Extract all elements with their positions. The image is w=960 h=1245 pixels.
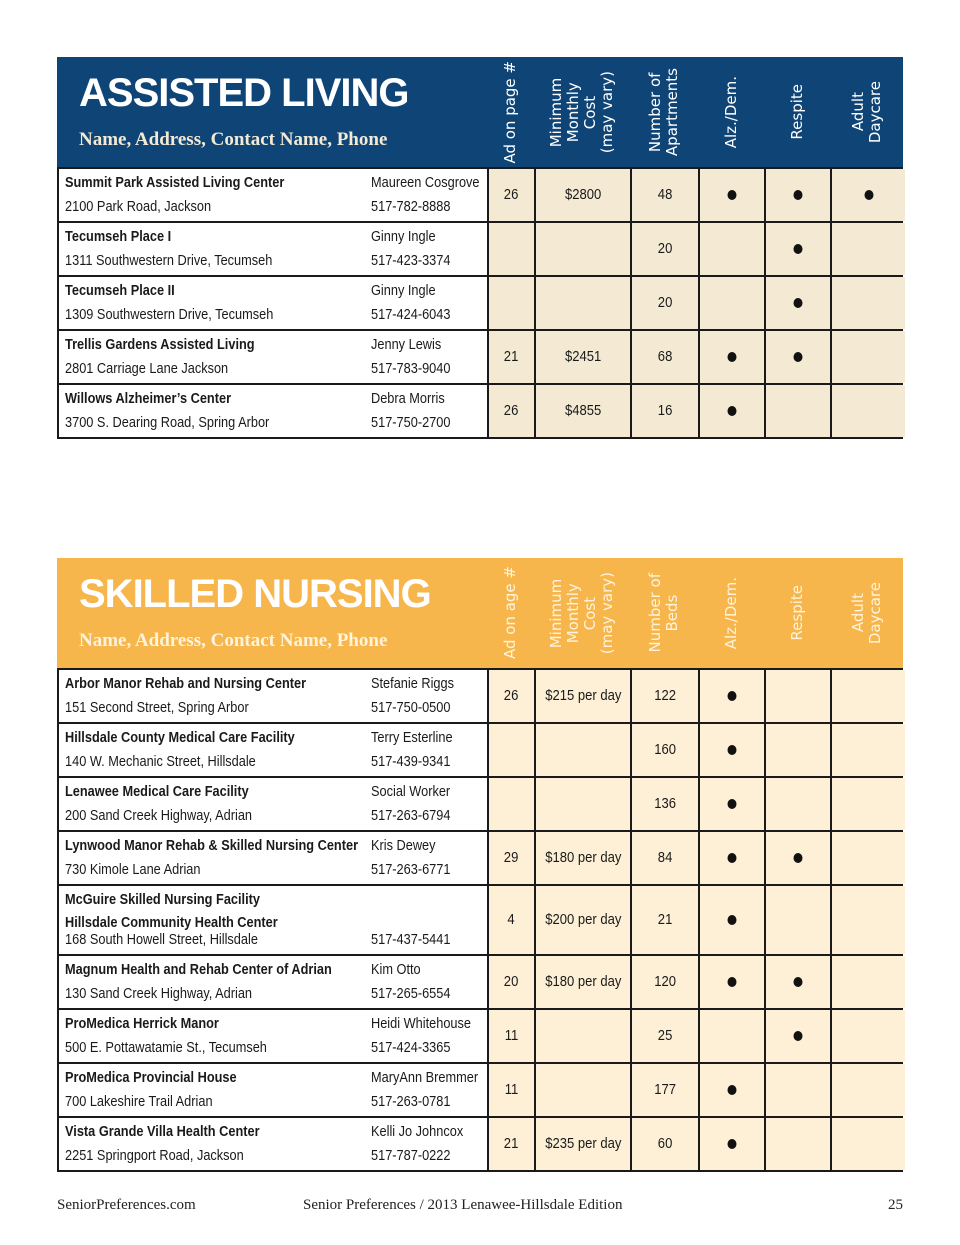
cell-count — [632, 385, 700, 437]
contact-phone: 517-263-6771 — [371, 862, 451, 878]
cell-value: $2800 — [564, 187, 602, 203]
cell-ad-page — [489, 1010, 536, 1062]
column-header-label: Number of Apartments — [646, 67, 681, 157]
cell-value: $235 per day — [544, 1136, 622, 1152]
facility-cell — [59, 724, 489, 776]
cell-value: 20 — [657, 241, 673, 257]
table-row — [59, 1062, 901, 1116]
cell-ad-page — [489, 832, 536, 884]
facility-cell — [59, 1064, 489, 1116]
cell-monthly-cost — [536, 1010, 632, 1062]
facility-name: Summit Park Assisted Living Center — [65, 175, 285, 191]
bullet-dot-icon — [864, 190, 873, 200]
facility-name: ProMedica Herrick Manor — [65, 1016, 219, 1032]
table-row — [59, 383, 901, 437]
cell-value: $2451 — [564, 349, 602, 365]
table-row — [59, 1116, 901, 1170]
facility-address: 2100 Park Road, Jackson — [65, 199, 212, 215]
assisted-living-header — [57, 57, 903, 167]
skilled-nursing-title-block — [57, 558, 487, 668]
cell-ad-page — [489, 670, 536, 722]
cell-alz-dem — [700, 724, 766, 776]
contact-phone: 517-423-3374 — [371, 253, 451, 269]
cell-adult-daycare — [832, 1010, 905, 1062]
cell-respite — [766, 169, 832, 221]
cell-ad-page — [489, 277, 536, 329]
contact-phone: 517-263-0781 — [371, 1094, 451, 1110]
cell-adult-daycare — [832, 886, 905, 954]
table-row — [59, 167, 901, 221]
cell-value: 160 — [654, 742, 676, 758]
cell-adult-daycare — [832, 331, 905, 383]
facility-address: 2801 Carriage Lane Jackson — [65, 361, 229, 377]
cell-value: 21 — [504, 1136, 519, 1152]
cell-alz-dem — [700, 223, 766, 275]
column-header-count — [630, 558, 698, 668]
cell-respite — [766, 385, 832, 437]
cell-monthly-cost — [536, 670, 632, 722]
facility-cell — [59, 331, 489, 383]
facility-cell — [59, 169, 489, 221]
column-header-monthly-cost — [534, 57, 630, 167]
cell-count — [632, 169, 700, 221]
cell-adult-daycare — [832, 724, 905, 776]
facility-cell — [59, 277, 489, 329]
bullet-dot-icon — [794, 244, 803, 254]
cell-value: 48 — [657, 187, 673, 203]
cell-adult-daycare — [832, 385, 905, 437]
cell-alz-dem — [700, 169, 766, 221]
cell-value: $180 per day — [544, 850, 622, 866]
contact-name: Debra Morris — [371, 391, 445, 407]
cell-value: 21 — [657, 912, 673, 928]
table-row — [59, 954, 901, 1008]
column-header-label: Adult Daycare — [848, 80, 884, 144]
cell-monthly-cost — [536, 277, 632, 329]
bullet-dot-icon — [728, 799, 737, 809]
bullet-dot-icon — [794, 352, 803, 362]
facility-name: Magnum Health and Rehab Center of Adrian — [65, 962, 332, 978]
cell-respite — [766, 886, 832, 954]
bullet-dot-icon — [794, 853, 803, 863]
bullet-dot-icon — [728, 1139, 737, 1149]
cell-respite — [766, 832, 832, 884]
cell-ad-page — [489, 724, 536, 776]
facility-address: 200 Sand Creek Highway, Adrian — [65, 808, 253, 824]
cell-value: 11 — [504, 1028, 519, 1044]
cell-count — [632, 956, 700, 1008]
contact-phone: 517-439-9341 — [371, 754, 451, 770]
skilled-nursing-title: SKILLED NURSING — [79, 572, 431, 616]
cell-value: $4855 — [564, 403, 602, 419]
cell-value: 25 — [657, 1028, 673, 1044]
cell-value: 136 — [654, 796, 676, 812]
column-header-label: Minimum Monthly Cost (may vary) — [547, 70, 616, 154]
cell-monthly-cost — [536, 223, 632, 275]
cell-value: 177 — [654, 1082, 676, 1098]
bullet-dot-icon — [794, 298, 803, 308]
bullet-dot-icon — [728, 406, 737, 416]
contact-phone: 517-783-9040 — [371, 361, 451, 377]
facility-address: 168 South Howell Street, Hillsdale — [65, 932, 258, 948]
cell-alz-dem — [700, 385, 766, 437]
facility-address: 730 Kimole Lane Adrian — [65, 862, 201, 878]
facility-cell — [59, 385, 489, 437]
cell-respite — [766, 1064, 832, 1116]
contact-name: MaryAnn Bremmer — [371, 1070, 479, 1086]
cell-value: 122 — [654, 688, 676, 704]
facility-name: Willows Alzheimer’s Center — [65, 391, 232, 407]
cell-value: 120 — [654, 974, 676, 990]
column-header-alz-dem — [698, 57, 764, 167]
cell-value: 11 — [504, 1082, 519, 1098]
cell-count — [632, 832, 700, 884]
bullet-dot-icon — [794, 190, 803, 200]
contact-phone: 517-263-6794 — [371, 808, 451, 824]
column-header-label: Respite — [787, 84, 806, 140]
column-header-adult-daycare — [830, 57, 903, 167]
contact-name: Kris Dewey — [371, 838, 436, 854]
facility-cell — [59, 886, 489, 954]
column-header-label: Ad on page # — [501, 60, 519, 164]
contact-phone: 517-424-3365 — [371, 1040, 451, 1056]
column-header-label: Number of Beds — [646, 573, 681, 653]
cell-alz-dem — [700, 1010, 766, 1062]
bullet-dot-icon — [728, 853, 737, 863]
cell-value: 20 — [657, 295, 673, 311]
column-header-label: Alz./Dem. — [721, 576, 740, 650]
facility-cell — [59, 223, 489, 275]
cell-count — [632, 223, 700, 275]
contact-name: Social Worker — [371, 784, 451, 800]
cell-alz-dem — [700, 1064, 766, 1116]
table-row — [59, 776, 901, 830]
facility-name: Arbor Manor Rehab and Nursing Center — [65, 676, 307, 692]
facility-address: 1309 Southwestern Drive, Tecumseh — [65, 307, 274, 323]
contact-name: Ginny Ingle — [371, 283, 436, 299]
contact-name: Kim Otto — [371, 962, 421, 978]
column-header-alz-dem — [698, 558, 764, 668]
cell-value: 20 — [504, 974, 519, 990]
facility-name: Tecumseh Place II — [65, 283, 175, 299]
facility-address: 700 Lakeshire Trail Adrian — [65, 1094, 213, 1110]
column-header-monthly-cost — [534, 558, 630, 668]
facility-address: 130 Sand Creek Highway, Adrian — [65, 986, 253, 1002]
facility-name: Lynwood Manor Rehab & Skilled Nursing Center — [65, 838, 359, 854]
column-header-ad-page — [487, 558, 534, 668]
assisted-living-title-block — [57, 57, 487, 167]
cell-value: 26 — [504, 187, 519, 203]
cell-adult-daycare — [832, 670, 905, 722]
contact-name: Stefanie Riggs — [371, 676, 454, 692]
cell-value: 4 — [507, 912, 516, 928]
column-header-count — [630, 57, 698, 167]
cell-value: 26 — [504, 688, 519, 704]
cell-ad-page — [489, 778, 536, 830]
table-row — [59, 1008, 901, 1062]
cell-count — [632, 331, 700, 383]
bullet-dot-icon — [728, 915, 737, 925]
table-row — [59, 329, 901, 383]
contact-phone: 517-265-6554 — [371, 986, 451, 1002]
bullet-dot-icon — [794, 977, 803, 987]
cell-value: $215 per day — [544, 688, 622, 704]
cell-alz-dem — [700, 277, 766, 329]
cell-monthly-cost — [536, 1118, 632, 1170]
column-header-label: Ad on age # — [501, 566, 519, 660]
facility-name: McGuire Skilled Nursing Facility — [65, 892, 261, 908]
skilled-nursing-header — [57, 558, 903, 668]
facility-name: Lenawee Medical Care Facility — [65, 784, 249, 800]
contact-name: Terry Esterline — [371, 730, 453, 746]
facility-cell — [59, 670, 489, 722]
contact-phone: 517-750-2700 — [371, 415, 451, 431]
bullet-dot-icon — [728, 190, 737, 200]
facility-cell — [59, 832, 489, 884]
table-row — [59, 668, 901, 722]
cell-respite — [766, 956, 832, 1008]
cell-alz-dem — [700, 778, 766, 830]
cell-alz-dem — [700, 886, 766, 954]
facility-name: Vista Grande Villa Health Center — [65, 1124, 260, 1140]
cell-respite — [766, 331, 832, 383]
contact-phone: 517-424-6043 — [371, 307, 451, 323]
contact-phone: 517-787-0222 — [371, 1148, 451, 1164]
cell-ad-page — [489, 886, 536, 954]
facility-address: 3700 S. Dearing Road, Spring Arbor — [65, 415, 270, 431]
cell-monthly-cost — [536, 169, 632, 221]
facility-name: Tecumseh Place I — [65, 229, 172, 245]
cell-monthly-cost — [536, 778, 632, 830]
cell-adult-daycare — [832, 956, 905, 1008]
facility-address: 1311 Southwestern Drive, Tecumseh — [65, 253, 273, 269]
facility-name-secondary: Hillsdale Community Health Center — [65, 915, 278, 931]
cell-monthly-cost — [536, 886, 632, 954]
cell-adult-daycare — [832, 277, 905, 329]
contact-name: Kelli Jo Johncox — [371, 1124, 464, 1140]
cell-ad-page — [489, 385, 536, 437]
column-header-adult-daycare — [830, 558, 903, 668]
cell-count — [632, 778, 700, 830]
cell-alz-dem — [700, 670, 766, 722]
cell-respite — [766, 1118, 832, 1170]
bullet-dot-icon — [728, 977, 737, 987]
cell-adult-daycare — [832, 832, 905, 884]
facility-name: Hillsdale County Medical Care Facility — [65, 730, 295, 746]
facility-name: ProMedica Provincial House — [65, 1070, 237, 1086]
assisted-living-title: ASSISTED LIVING — [79, 71, 409, 115]
cell-monthly-cost — [536, 1064, 632, 1116]
skilled-nursing-table — [57, 668, 903, 1172]
cell-value: 29 — [504, 850, 519, 866]
cell-monthly-cost — [536, 956, 632, 1008]
contact-name: Jenny Lewis — [371, 337, 442, 353]
assisted-living-section — [57, 57, 903, 439]
column-header-respite — [764, 558, 830, 668]
column-header-label: Respite — [787, 585, 806, 641]
cell-monthly-cost — [536, 724, 632, 776]
cell-respite — [766, 223, 832, 275]
cell-value: 21 — [504, 349, 519, 365]
cell-alz-dem — [700, 832, 766, 884]
cell-alz-dem — [700, 956, 766, 1008]
cell-ad-page — [489, 1118, 536, 1170]
cell-respite — [766, 1010, 832, 1062]
cell-monthly-cost — [536, 832, 632, 884]
cell-value: 60 — [657, 1136, 673, 1152]
facility-name: Trellis Gardens Assisted Living — [65, 337, 255, 353]
facility-address: 140 W. Mechanic Street, Hillsdale — [65, 754, 256, 770]
cell-adult-daycare — [832, 169, 905, 221]
cell-adult-daycare — [832, 1118, 905, 1170]
cell-alz-dem — [700, 1118, 766, 1170]
table-row — [59, 221, 901, 275]
cell-respite — [766, 277, 832, 329]
cell-adult-daycare — [832, 223, 905, 275]
cell-respite — [766, 670, 832, 722]
facility-cell — [59, 1118, 489, 1170]
column-header-respite — [764, 57, 830, 167]
bullet-dot-icon — [728, 691, 737, 701]
cell-monthly-cost — [536, 385, 632, 437]
footer-publication: Senior Preferences / 2013 Lenawee-Hillsdale Edition — [303, 1197, 623, 1213]
facility-cell — [59, 1010, 489, 1062]
bullet-dot-icon — [728, 745, 737, 755]
cell-count — [632, 670, 700, 722]
contact-phone: 517-437-5441 — [371, 932, 451, 948]
footer-website: SeniorPreferences.com — [57, 1197, 196, 1213]
cell-value: 84 — [657, 850, 673, 866]
table-row — [59, 722, 901, 776]
skilled-nursing-subtitle: Name, Address, Contact Name, Phone — [79, 630, 388, 651]
footer-page-number: 25 — [888, 1197, 903, 1213]
bullet-dot-icon — [728, 352, 737, 362]
contact-phone: 517-750-0500 — [371, 700, 451, 716]
skilled-nursing-section — [57, 558, 903, 1172]
facility-address: 151 Second Street, Spring Arbor — [65, 700, 249, 716]
contact-name: Maureen Cosgrove — [371, 175, 480, 191]
cell-count — [632, 1118, 700, 1170]
cell-value: $200 per day — [544, 912, 622, 928]
cell-ad-page — [489, 956, 536, 1008]
contact-phone: 517-782-8888 — [371, 199, 451, 215]
cell-value: 26 — [504, 403, 519, 419]
assisted-living-table — [57, 167, 903, 439]
cell-adult-daycare — [832, 778, 905, 830]
cell-adult-daycare — [832, 1064, 905, 1116]
cell-count — [632, 277, 700, 329]
bullet-dot-icon — [728, 1085, 737, 1095]
facility-address: 500 E. Pottawatamie St., Tecumseh — [65, 1040, 267, 1056]
cell-count — [632, 1010, 700, 1062]
table-row — [59, 830, 901, 884]
cell-ad-page — [489, 223, 536, 275]
column-header-ad-page — [487, 57, 534, 167]
cell-count — [632, 724, 700, 776]
column-header-label: Minimum Monthly Cost (may vary) — [547, 571, 616, 655]
table-row — [59, 275, 901, 329]
column-header-label: Adult Daycare — [848, 581, 884, 645]
assisted-living-subtitle: Name, Address, Contact Name, Phone — [79, 129, 388, 150]
contact-name: Heidi Whitehouse — [371, 1016, 472, 1032]
facility-cell — [59, 778, 489, 830]
cell-ad-page — [489, 331, 536, 383]
cell-respite — [766, 778, 832, 830]
column-header-label: Alz./Dem. — [721, 75, 740, 149]
contact-name: Ginny Ingle — [371, 229, 436, 245]
cell-value: 68 — [657, 349, 673, 365]
facility-address: 2251 Springport Road, Jackson — [65, 1148, 244, 1164]
bullet-dot-icon — [794, 1031, 803, 1041]
cell-ad-page — [489, 1064, 536, 1116]
cell-value: $180 per day — [544, 974, 622, 990]
cell-count — [632, 1064, 700, 1116]
cell-respite — [766, 724, 832, 776]
cell-value: 16 — [657, 403, 673, 419]
cell-count — [632, 886, 700, 954]
cell-alz-dem — [700, 331, 766, 383]
cell-ad-page — [489, 169, 536, 221]
cell-monthly-cost — [536, 331, 632, 383]
table-row — [59, 884, 901, 954]
facility-cell — [59, 956, 489, 1008]
